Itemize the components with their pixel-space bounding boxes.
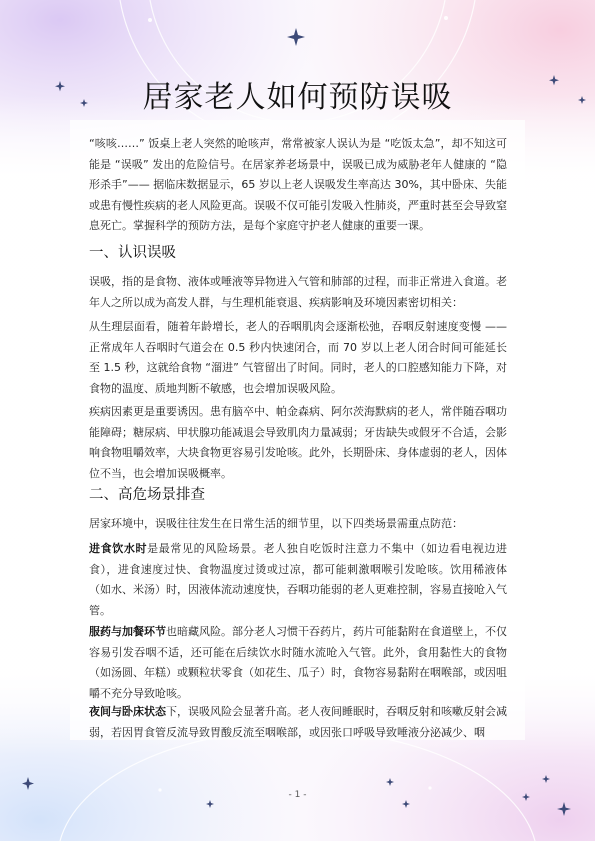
section1-paragraph-2: [89, 317, 507, 399]
section2-p3-text: [89, 622, 507, 704]
section2-paragraph-2: [89, 539, 507, 621]
section2-paragraph-1: [89, 514, 507, 535]
section2-p2-text: [89, 539, 507, 621]
section1-p3-text: 疾病因素更是重要诱因。患有脑卒中、帕金森病、阿尔茨海默病的老人，常伴随吞咽功能障碍；糖尿病、甲状腺功能减退会导致肌肉力量减弱；牙齿缺失或假牙不合适，会影响食物咀嚼效率，大块食物更容易引发呛咳。此外，长期卧床、身体虚弱的老人，因体位不当，也会增加误吸概率。: [89, 405, 507, 480]
section1-p1-text: 误吸，指的是食物、液体或唾液等异物进入气管和肺部的过程，而非正常进入食道。老年人之所以成为高发人群，与生理机能衰退、疾病影响及环境因素密切相关：: [89, 275, 507, 309]
section1-paragraph-3: [89, 402, 507, 484]
section2-paragraph-4: [89, 702, 507, 743]
section2-p4-text: [89, 702, 507, 743]
bold-lead-phrase: 进食饮水时: [89, 542, 148, 555]
section1-paragraph-1: [89, 272, 507, 313]
paragraph-body: 也暗藏风险。部分老人习惯干吞药片，药片可能黏附在食道壁上，不仅容易引发吞咽不适，还可能在后续饮水时随水流呛入气管。此外，食用黏性大的食物（如汤圆、年糕）或颗粒状零食（如花生、瓜子）时，食物容易黏附在咽喉部，或因咀嚼不充分导致呛咳。: [89, 625, 507, 700]
section2-p1-text: 居家环境中，误吸往往发生在日常生活的细节里，以下四类场景需重点防范：: [89, 517, 463, 530]
page-title: 居家老人如何预防误吸: [142, 80, 453, 115]
paragraph-body: 是最常见的风险场景。老人独自吃饭时注意力不集中（如边看电视边进食），进食速度过快、食物温度过烫或过凉，都可能刺激咽喉引发呛咳。饮用稀液体（如水、米汤）时，因液体流动速度快，吞咽功能弱的老人更难控制，容易直接呛入气管。: [89, 542, 508, 617]
section-heading-1: 一、认识误吸: [89, 245, 176, 261]
bold-lead-phrase: 夜间与卧床状态: [89, 705, 166, 718]
paragraph-body: 下，误吸风险会显著升高。老人夜间睡眠时，吞咽反射和咳嗽反射会减弱，若因胃食管反流导致胃酸反流至咽喉部，或因张口呼吸导致唾液分泌减少、咽: [89, 705, 507, 739]
section1-p2-text: 从生理层面看，随着年龄增长，老人的吞咽肌肉会逐渐松弛，吞咽反射速度变慢 —— 正常成年人吞咽时气道会在 0.5 秒内快速闭合，而 70 岁以上老人闭合时间可能延长至 1.5 秒，这就给食物 “溜进” 气管留出了时间。同时，老人的口腔感知能力下降，对食物的温度、质地判断不敏感，也会增加误吸风险。: [89, 320, 507, 395]
bold-lead-phrase: 服药与加餐环节: [89, 625, 166, 638]
page-number: - 1 -: [288, 790, 307, 800]
section-heading-2: 二、高危场景排查: [89, 487, 205, 503]
section2-paragraph-3: [89, 622, 507, 704]
intro-paragraph: [89, 134, 507, 237]
intro-text: “咳咳……” 饭桌上老人突然的呛咳声，常常被家人误认为是 “吃饭太急”，却不知这可能是 “误吸” 发出的危险信号。在居家养老场景中，误吸已成为威胁老年人健康的 “隐形杀手”—— 据临床数据显示，65 岁以上老人误吸发生率高达 30%，其中卧床、失能或患有慢性疾病的老人风险更高。误吸不仅可能引发吸入性肺炎，严重时甚至会导致窒息死亡。掌握科学的预防方法，是每个家庭守护老人健康的重要一课。: [89, 137, 507, 232]
